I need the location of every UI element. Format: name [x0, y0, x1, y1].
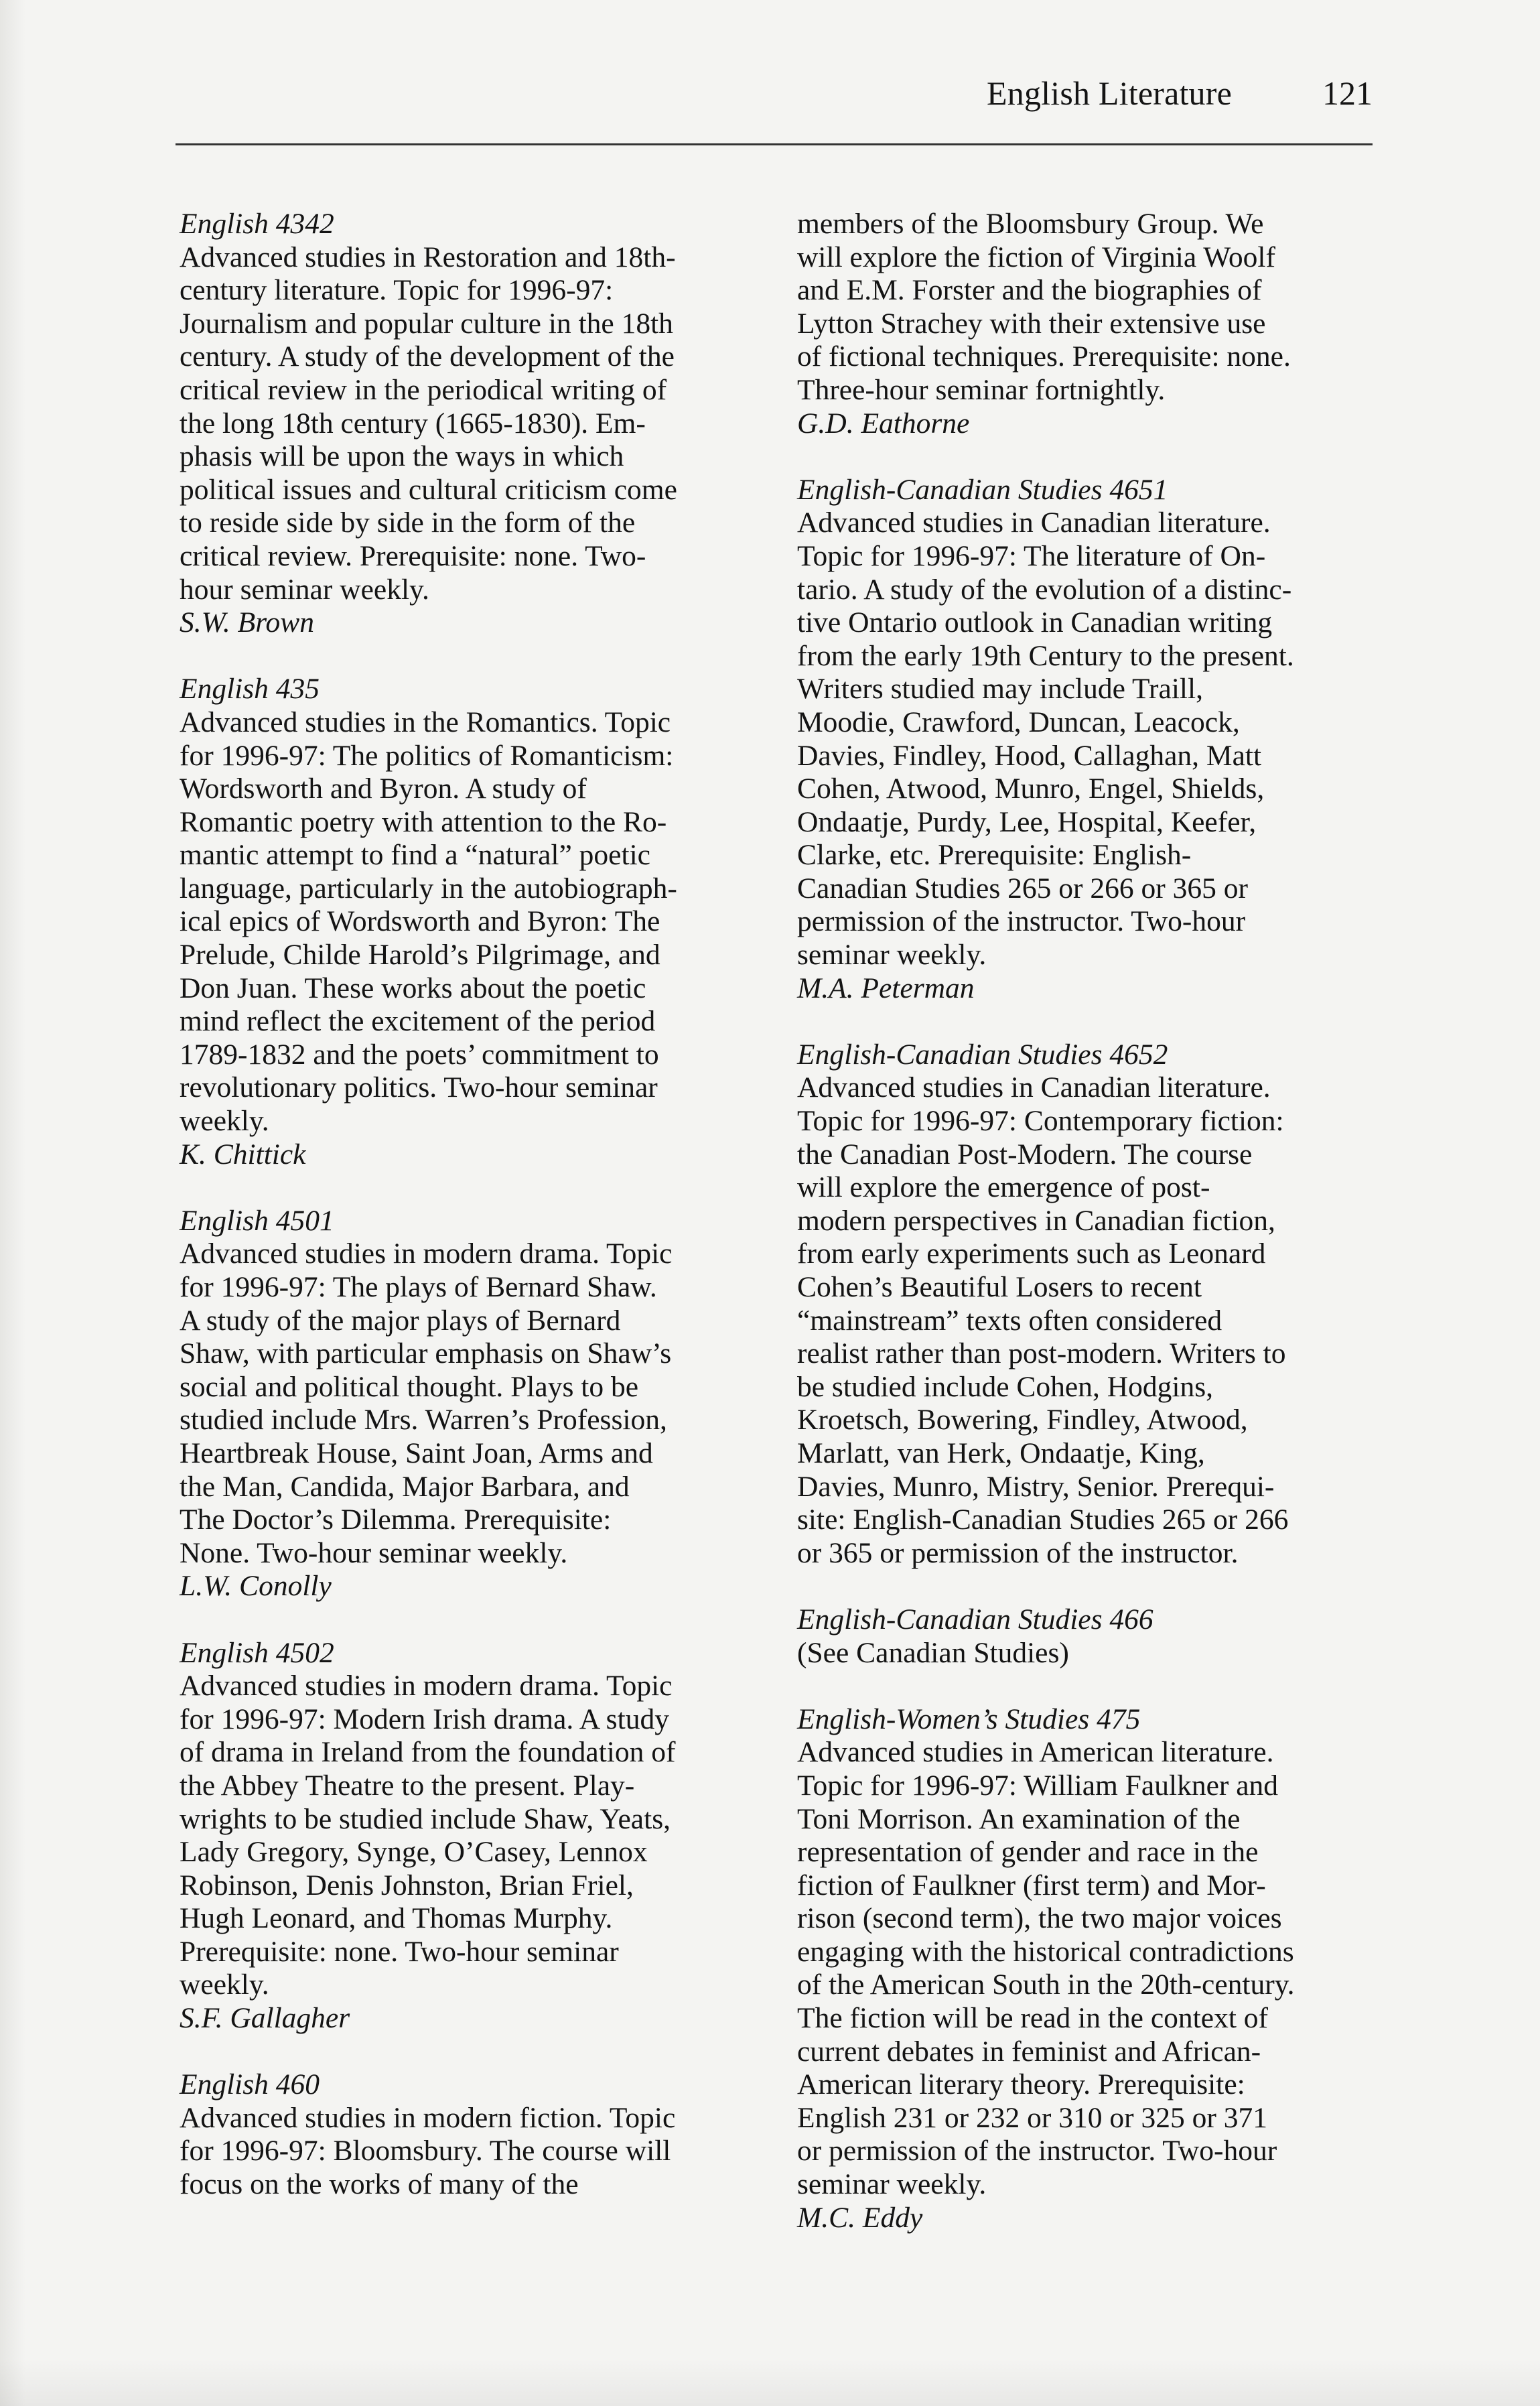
description-line: critical review. Prerequisite: none. Two- [180, 539, 646, 572]
description-line: American literary theory. Prerequisite: [797, 2068, 1245, 2101]
description-line: mantic attempt to find a “natural” poetic [180, 839, 650, 872]
description-line: weekly. [180, 1968, 269, 2001]
description-line: Prerequisite: none. Two-hour seminar [180, 1935, 619, 1968]
instructor-name: S.F. Gallagher [180, 2002, 350, 2035]
description-line: social and political thought. Plays to be [180, 1370, 639, 1403]
left-column [180, 208, 762, 2234]
course-code: English-Canadian Studies 4651 [797, 473, 1168, 506]
description-line: be studied include Cohen, Hodgins, [797, 1370, 1214, 1403]
instructor-name: L.W. Conolly [180, 1570, 332, 1603]
description-line: Advanced studies in Restoration and 18th- [180, 241, 676, 273]
course-entry [797, 1039, 1380, 1570]
instructor-name: M.A. Peterman [797, 972, 975, 1004]
description-line: modern perspectives in Canadian fiction, [797, 1204, 1275, 1237]
description-line: mind reflect the excitement of the period [180, 1005, 656, 1038]
description-line: from early experiments such as Leonard [797, 1238, 1266, 1270]
description-line: of drama in Ireland from the foundation of [180, 1736, 676, 1769]
description-line: rison (second term), the two major voices [797, 1902, 1282, 1935]
course-code: English-Women’s Studies 475 [797, 1702, 1141, 1735]
course-code: English 4502 [180, 1636, 334, 1669]
description-line: permission of the instructor. Two-hour [797, 905, 1246, 938]
description-line: and E.M. Forster and the biographies of [797, 274, 1262, 307]
description-line: Kroetsch, Bowering, Findley, Atwood, [797, 1404, 1248, 1436]
description-line: Three-hour seminar fortnightly. [797, 373, 1166, 406]
description-line: from the early 19th Century to the present. [797, 639, 1294, 672]
description-line: Topic for 1996-97: Contemporary fiction: [797, 1105, 1284, 1138]
instructor-name: K. Chittick [180, 1138, 306, 1171]
description-line: for 1996-97: Bloomsbury. The course will [180, 2135, 671, 2167]
description-line: Robinson, Denis Johnston, Brian Friel, [180, 1869, 634, 1901]
description-line: Marlatt, van Herk, Ondaatje, King, [797, 1436, 1205, 1469]
description-line: to reside side by side in the form of the [180, 507, 636, 539]
description-line: Moodie, Crawford, Duncan, Leacock, [797, 706, 1240, 738]
course-entry [180, 673, 762, 1171]
description-line: phasis will be upon the ways in which [180, 440, 624, 473]
description-line: century literature. Topic for 1996-97: [180, 274, 614, 307]
course-entry [797, 1703, 1380, 2235]
description-line: Toni Morrison. An examination of the [797, 1802, 1241, 1835]
description-line: for 1996-97: The politics of Romanticism: [180, 739, 674, 772]
description-line: language, particularly in the autobiograph- [180, 872, 677, 905]
description-line: Prelude, Childe Harold’s Pilgrimage, and [180, 939, 660, 972]
description-line: Writers studied may include Traill, [797, 673, 1203, 706]
description-line: members of the Bloomsbury Group. We [797, 208, 1264, 240]
description-line: will explore the emergence of post- [797, 1171, 1210, 1204]
description-line: Lytton Strachey with their extensive use [797, 307, 1266, 340]
course-code: English 4501 [180, 1204, 334, 1237]
description-line: engaging with the historical contradictions [797, 1935, 1294, 1968]
description-line: Journalism and popular culture in the 18th [180, 307, 673, 340]
description-line: Wordsworth and Byron. A study of [180, 773, 587, 805]
course-entry [797, 1603, 1380, 1670]
description-line: The Doctor’s Dilemma. Prerequisite: [180, 1503, 612, 1536]
page-header [176, 64, 1373, 145]
description-line: Advanced studies in modern drama. Topic [180, 1670, 673, 1702]
description-line: the Canadian Post-Modern. The course [797, 1138, 1253, 1171]
description-line: Cohen, Atwood, Munro, Engel, Shields, [797, 773, 1265, 805]
description-line: Canadian Studies 265 or 266 or 365 or [797, 872, 1248, 905]
page-number: 121 [1322, 74, 1373, 112]
course-code: English 4342 [180, 208, 334, 240]
description-line: site: English-Canadian Studies 265 or 266 [797, 1503, 1289, 1536]
description-line: Don Juan. These works about the poetic [180, 972, 646, 1004]
description-line: for 1996-97: Modern Irish drama. A study [180, 1702, 669, 1735]
description-line: English 231 or 232 or 310 or 325 or 371 [797, 2101, 1267, 2134]
course-entry [797, 474, 1380, 1006]
description-line: The fiction will be read in the context of [797, 2002, 1269, 2035]
running-title: English Literature [987, 74, 1232, 112]
description-line: current debates in feminist and African- [797, 2035, 1261, 2068]
course-entry [180, 1205, 762, 1603]
description-line: studied include Mrs. Warren’s Profession, [180, 1404, 667, 1436]
description-line: the long 18th century (1665-1830). Em- [180, 407, 646, 440]
course-entry [180, 208, 762, 640]
description-line: or 365 or permission of the instructor. [797, 1536, 1239, 1569]
description-line: hour seminar weekly. [180, 573, 429, 606]
description-line: Advanced studies in Canadian literature. [797, 1071, 1271, 1104]
description-line: realist rather than post-modern. Writers to [797, 1337, 1286, 1370]
description-line: Advanced studies in modern drama. Topic [180, 1238, 673, 1270]
description-line: Lady Gregory, Synge, O’Casey, Lennox [180, 1836, 648, 1869]
description-line: ical epics of Wordsworth and Byron: The [180, 905, 660, 938]
description-line: representation of gender and race in the [797, 1836, 1259, 1869]
description-line: seminar weekly. [797, 2168, 987, 2201]
description-line: Topic for 1996-97: The literature of On- [797, 539, 1266, 572]
description-line: revolutionary politics. Two-hour seminar [180, 1071, 658, 1104]
description-line: Advanced studies in modern fiction. Topic [180, 2101, 676, 2134]
description-line: focus on the works of many of the [180, 2168, 579, 2201]
description-line: None. Two-hour seminar weekly. [180, 1536, 568, 1569]
description-line: Advanced studies in Canadian literature. [797, 507, 1271, 539]
description-line: will explore the fiction of Virginia Woolf [797, 241, 1275, 273]
description-line: critical review in the periodical writing of [180, 373, 667, 406]
course-entry [180, 2068, 762, 2201]
description-line: (See Canadian Studies) [797, 1636, 1069, 1669]
description-line: A study of the major plays of Bernard [180, 1304, 621, 1337]
description-line: Ondaatje, Purdy, Lee, Hospital, Keefer, [797, 805, 1257, 838]
description-line: political issues and cultural criticism come [180, 473, 677, 506]
description-line: Advanced studies in American literature. [797, 1736, 1274, 1769]
description-line: of fictional techniques. Prerequisite: none. [797, 340, 1291, 373]
description-line: tive Ontario outlook in Canadian writing [797, 606, 1273, 639]
course-code: English 435 [180, 673, 320, 706]
description-line: Topic for 1996-97: William Faulkner and [797, 1769, 1279, 1802]
scan-shadow [0, 2359, 1540, 2406]
description-line: Clarke, etc. Prerequisite: English- [797, 839, 1192, 872]
description-line: or permission of the instructor. Two-hour [797, 2135, 1277, 2167]
instructor-name: S.W. Brown [180, 606, 315, 639]
description-line: Cohen’s Beautiful Losers to recent [797, 1271, 1202, 1303]
description-line: “mainstream” texts often considered [797, 1304, 1222, 1337]
course-entry [797, 208, 1380, 440]
description-line: Romantic poetry with attention to the Ro- [180, 805, 667, 838]
description-line: wrights to be studied include Shaw, Yeats, [180, 1802, 671, 1835]
description-line: fiction of Faulkner (first term) and Mor- [797, 1869, 1266, 1901]
right-column [797, 208, 1380, 2268]
header-rule [176, 143, 1373, 145]
description-line: 1789-1832 and the poets’ commitment to [180, 1038, 659, 1071]
description-line: weekly. [180, 1105, 269, 1138]
course-code: English-Canadian Studies 466 [797, 1603, 1153, 1635]
course-code: English 460 [180, 2068, 320, 2101]
instructor-name: G.D. Eathorne [797, 407, 970, 440]
description-line: for 1996-97: The plays of Bernard Shaw. [180, 1271, 657, 1303]
course-entry [180, 1637, 762, 2035]
description-line: century. A study of the development of the [180, 340, 675, 373]
description-line: of the American South in the 20th-century. [797, 1968, 1295, 2001]
page-binding-edge [0, 0, 25, 2406]
instructor-name: M.C. Eddy [797, 2201, 923, 2234]
description-line: Davies, Munro, Mistry, Senior. Prerequi- [797, 1470, 1275, 1503]
description-line: Heartbreak House, Saint Joan, Arms and [180, 1436, 653, 1469]
course-code: English-Canadian Studies 4652 [797, 1038, 1168, 1071]
description-line: Davies, Findley, Hood, Callaghan, Matt [797, 739, 1262, 772]
description-line: seminar weekly. [797, 939, 987, 972]
description-line: the Abbey Theatre to the present. Play- [180, 1769, 635, 1802]
description-line: tario. A study of the evolution of a distinc- [797, 573, 1292, 606]
description-line: the Man, Candida, Major Barbara, and [180, 1470, 630, 1503]
description-line: Advanced studies in the Romantics. Topic [180, 706, 671, 738]
description-line: Shaw, with particular emphasis on Shaw’s [180, 1337, 672, 1370]
description-line: Hugh Leonard, and Thomas Murphy. [180, 1902, 613, 1935]
